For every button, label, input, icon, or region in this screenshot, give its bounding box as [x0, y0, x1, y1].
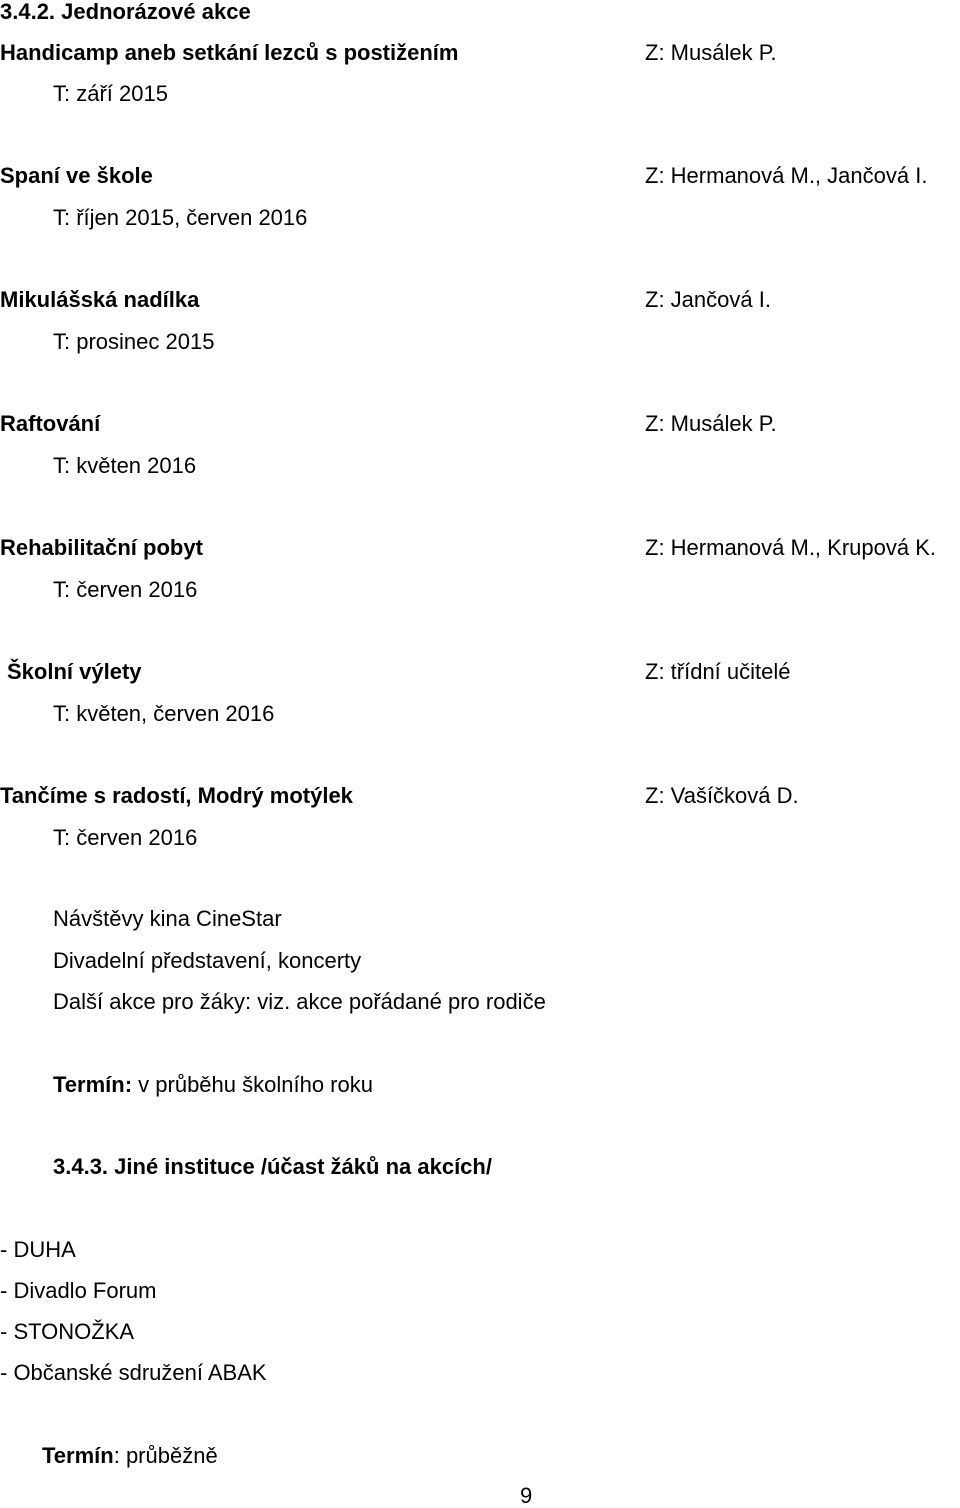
term-value: v průběhu školního roku — [132, 1072, 373, 1097]
institution-item: - STONOŽKA — [0, 1319, 135, 1344]
event-name: Spaní ve škole — [0, 163, 153, 188]
event-term: T: září 2015 — [53, 81, 168, 106]
event-responsible: Z: třídní učitelé — [645, 659, 791, 684]
section-title: 3.4.2. Jednorázové akce — [0, 0, 251, 24]
institution-item: - Občanské sdružení ABAK — [0, 1360, 267, 1385]
term-value: : průběžně — [113, 1443, 218, 1468]
event-name: Handicamp aneb setkání lezců s postižením — [0, 40, 459, 65]
institution-item: - Divadlo Forum — [0, 1278, 157, 1303]
term-label: Termín: — [53, 1072, 133, 1097]
term-line — [42, 1444, 218, 1468]
event-name: Školní výlety — [7, 659, 142, 684]
event-responsible: Z: Musálek P. — [645, 411, 777, 436]
event-term: T: prosinec 2015 — [53, 329, 215, 354]
event-responsible: Z: Hermanová M., Jančová I. — [645, 163, 928, 188]
event-responsible: Z: Musálek P. — [645, 40, 777, 65]
event-name: Rehabilitační pobyt — [0, 535, 203, 560]
other-event: Další akce pro žáky: viz. akce pořádané pro rodiče — [53, 989, 546, 1014]
event-term: T: květen, červen 2016 — [53, 701, 275, 726]
event-term: T: červen 2016 — [53, 825, 198, 850]
event-responsible: Z: Jančová I. — [645, 287, 771, 312]
event-responsible: Z: Hermanová M., Krupová K. — [645, 535, 936, 560]
event-term: T: červen 2016 — [53, 577, 198, 602]
term-label: Termín — [42, 1443, 114, 1468]
section2-title: 3.4.3. Jiné instituce /účast žáků na akcích/ — [53, 1154, 492, 1179]
other-event: Divadelní představení, koncerty — [53, 948, 362, 973]
event-name: Tančíme s radostí, Modrý motýlek — [0, 783, 353, 808]
event-responsible: Z: Vašíčková D. — [645, 783, 799, 808]
term-line — [53, 1073, 373, 1097]
event-name: Mikulášská nadílka — [0, 287, 200, 312]
institution-item: - DUHA — [0, 1237, 76, 1262]
event-name: Raftování — [0, 411, 101, 436]
other-event: Návštěvy kina CineStar — [53, 906, 282, 931]
event-term: T: říjen 2015, červen 2016 — [53, 205, 308, 230]
event-term: T: květen 2016 — [53, 453, 197, 478]
page-number: 9 — [520, 1483, 533, 1508]
